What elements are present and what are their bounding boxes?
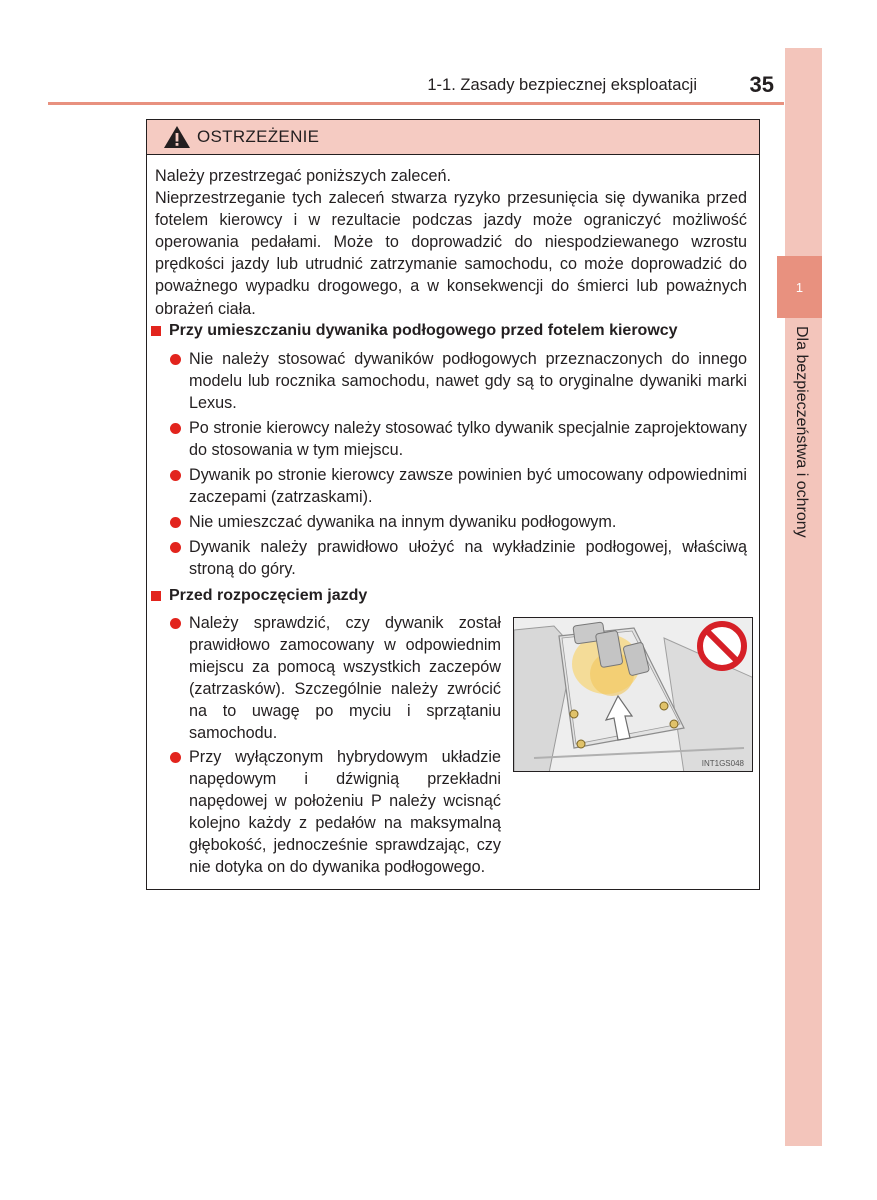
header-section-title: 1-1. Zasady bezpiecznej eksploatacji: [427, 76, 697, 94]
list-item-text: Nie należy stosować dywaników podłogowych przeznaczonych do innego modelu lub rocznika samochodu, nawet gdy są to oryginalne dywaniki marki Lexus.: [189, 350, 747, 413]
list-item-text: Po stronie kierowcy należy stosować tylko dywanik specjalnie zaprojektowany do stosowania w tym miejscu.: [189, 419, 747, 460]
bullet-dot-icon: [170, 752, 181, 763]
floor-mat-drawing: [514, 618, 753, 772]
bullet-dot-icon: [170, 470, 181, 481]
list-item-text: Nie umieszczać dywanika na innym dywaniku podłogowym.: [189, 513, 617, 531]
bullet-dot-icon: [170, 542, 181, 553]
list-item: [189, 464, 747, 508]
list-item: [189, 612, 501, 745]
warning-title: OSTRZEŻENIE: [197, 127, 320, 146]
section-title: Przed rozpoczęciem jazdy: [169, 587, 368, 604]
bullet-dot-icon: [170, 354, 181, 365]
section-heading-before-driving: [151, 587, 367, 605]
section-heading-floor-mat: [151, 322, 678, 340]
bullet-dot-icon: [170, 618, 181, 629]
list-item-text: Należy sprawdzić, czy dywanik został prawidłowo zamocowany w odpowiednim miejscu za pomocą wszystkich zaczepów (zatrzasków). Szczególnie należy zwrócić na to uwagę po myciu i sprzątaniu samochodu.: [189, 614, 501, 743]
warning-intro: [155, 165, 747, 320]
square-bullet-icon: [151, 591, 161, 601]
prohibition-icon: [700, 624, 744, 668]
list-item: [189, 511, 747, 533]
list-item: [189, 417, 747, 461]
list-item: [189, 746, 501, 879]
list-item-text: Dywanik należy prawidłowo ułożyć na wykładzinie podłogowej, właściwą stroną do góry.: [189, 538, 747, 579]
page-number: 35: [749, 72, 774, 97]
floor-mat-illustration: [513, 617, 753, 772]
chapter-tab: [777, 256, 822, 318]
list-item-text: Dywanik po stronie kierowcy zawsze powinien być umocowany odpowiednimi zaczepami (zatrzaskami).: [189, 466, 747, 507]
intro-line: Należy przestrzegać poniższych zaleceń.: [155, 167, 452, 185]
warning-header: [147, 120, 759, 155]
list-item-text: Przy wyłączonym hybrydowym układzie napędowym i dźwignią przekładni napędowej w położeniu P należy wcisnąć kolejno każdy z pedałów na maksymalną głębokość, jednocześnie sprawdzając, czy nie dotyka on do dywanika podłogowego.: [189, 748, 501, 877]
chapter-label: Dla bezpieczeństwa i ochrony: [793, 326, 810, 538]
header-divider: [48, 102, 784, 105]
chapter-number: 1: [795, 279, 804, 295]
bullet-dot-icon: [170, 517, 181, 528]
warning-triangle-icon: [163, 125, 191, 149]
chapter-side-strip: [785, 48, 822, 1146]
warning-box: [146, 119, 760, 890]
section-title: Przy umieszczaniu dywanika podłogowego przed fotelem kierowcy: [169, 322, 678, 339]
list-item: [189, 348, 747, 414]
list-item: [189, 536, 747, 580]
intro-text: Nieprzestrzeganie tych zaleceń stwarza ryzyko przesunięcia się dywanika przed fotelem kierowcy i w rezultacie podczas jazdy może ograniczyć możliwość operowania pedałami. Może to doprowadzić do niespodziewanego wzrostu prędkości jazdy lub utrudnić zatrzymanie samochodu, co może doprowadzić do poważnego wypadku drogowego, a w konsekwencji do śmierci lub poważnych obrażeń ciała.: [155, 189, 747, 318]
square-bullet-icon: [151, 326, 161, 336]
figure-code: INT1GS048: [701, 759, 744, 768]
bullet-dot-icon: [170, 423, 181, 434]
